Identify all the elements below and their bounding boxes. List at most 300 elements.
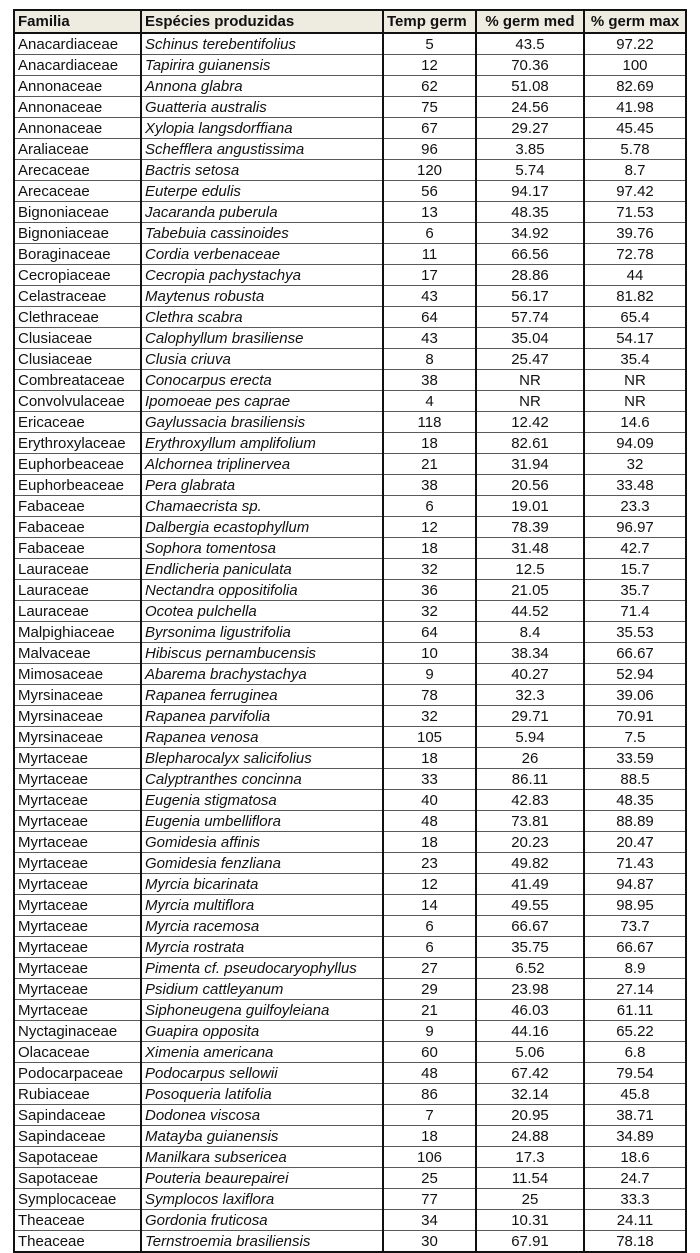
temp-germ-cell: 11: [383, 244, 476, 265]
germ-max-cell: 97.42: [584, 181, 686, 202]
germ-med-cell: 49.55: [476, 895, 584, 916]
germ-max-cell: 44: [584, 265, 686, 286]
germ-max-cell: 42.7: [584, 538, 686, 559]
germ-med-cell: 82.61: [476, 433, 584, 454]
germ-max-cell: 8.7: [584, 160, 686, 181]
germ-med-cell: 35.04: [476, 328, 584, 349]
germ-max-cell: 6.8: [584, 1042, 686, 1063]
species-cell: Guapira opposita: [141, 1021, 383, 1042]
family-cell: Myrtaceae: [14, 853, 141, 874]
table-row: [14, 139, 686, 160]
germ-max-cell: 24.7: [584, 1168, 686, 1189]
table-row: [14, 727, 686, 748]
table-row: [14, 685, 686, 706]
family-cell: Myrsinaceae: [14, 706, 141, 727]
temp-germ-cell: 6: [383, 223, 476, 244]
germ-max-cell: 34.89: [584, 1126, 686, 1147]
table-row: [14, 559, 686, 580]
family-cell: Lauraceae: [14, 601, 141, 622]
table-row: [14, 811, 686, 832]
germ-max-cell: 32: [584, 454, 686, 475]
family-cell: Mimosaceae: [14, 664, 141, 685]
species-cell: Guatteria australis: [141, 97, 383, 118]
species-cell: Erythroxyllum amplifolium: [141, 433, 383, 454]
germ-med-cell: 5.74: [476, 160, 584, 181]
table-row: [14, 706, 686, 727]
family-cell: Annonaceae: [14, 97, 141, 118]
germ-max-cell: 73.7: [584, 916, 686, 937]
temp-germ-cell: 8: [383, 349, 476, 370]
temp-germ-cell: 38: [383, 370, 476, 391]
germ-max-cell: 33.59: [584, 748, 686, 769]
germ-max-cell: 66.67: [584, 643, 686, 664]
germ-med-cell: 21.05: [476, 580, 584, 601]
germ-med-cell: 41.49: [476, 874, 584, 895]
species-cell: Blepharocalyx salicifolius: [141, 748, 383, 769]
table-row: [14, 601, 686, 622]
table-row: [14, 664, 686, 685]
species-cell: Conocarpus erecta: [141, 370, 383, 391]
species-cell: Tabebuia cassinoides: [141, 223, 383, 244]
germ-med-cell: 5.94: [476, 727, 584, 748]
species-cell: Cecropia pachystachya: [141, 265, 383, 286]
germ-med-cell: 11.54: [476, 1168, 584, 1189]
table-row: [14, 979, 686, 1000]
temp-germ-cell: 32: [383, 706, 476, 727]
species-cell: Rapanea ferruginea: [141, 685, 383, 706]
temp-germ-cell: 32: [383, 559, 476, 580]
table-header: [14, 10, 686, 33]
temp-germ-cell: 67: [383, 118, 476, 139]
species-cell: Calyptranthes concinna: [141, 769, 383, 790]
germ-med-cell: 8.4: [476, 622, 584, 643]
table-row: [14, 118, 686, 139]
family-cell: Myrtaceae: [14, 916, 141, 937]
table-row: [14, 412, 686, 433]
species-cell: Siphoneugena guilfoyleiana: [141, 1000, 383, 1021]
table-row: [14, 496, 686, 517]
col-header-germ-med: % germ med: [476, 10, 584, 33]
family-cell: Myrtaceae: [14, 1000, 141, 1021]
species-cell: Ipomoeae pes caprae: [141, 391, 383, 412]
col-header-temp-germ: Temp germ: [383, 10, 476, 33]
species-cell: Dalbergia ecastophyllum: [141, 517, 383, 538]
table-row: [14, 622, 686, 643]
table-row: [14, 307, 686, 328]
germ-max-cell: 72.78: [584, 244, 686, 265]
species-cell: Pera glabrata: [141, 475, 383, 496]
family-cell: Myrtaceae: [14, 748, 141, 769]
family-cell: Fabaceae: [14, 517, 141, 538]
temp-germ-cell: 105: [383, 727, 476, 748]
temp-germ-cell: 27: [383, 958, 476, 979]
germ-max-cell: 5.78: [584, 139, 686, 160]
germ-med-cell: 42.83: [476, 790, 584, 811]
germ-med-cell: 48.35: [476, 202, 584, 223]
table-row: [14, 433, 686, 454]
family-cell: Malvaceae: [14, 643, 141, 664]
family-cell: Sapindaceae: [14, 1105, 141, 1126]
species-cell: Psidium cattleyanum: [141, 979, 383, 1000]
table-row: [14, 328, 686, 349]
temp-germ-cell: 64: [383, 307, 476, 328]
germ-med-cell: 3.85: [476, 139, 584, 160]
species-cell: Rapanea venosa: [141, 727, 383, 748]
table-row: [14, 181, 686, 202]
family-cell: Fabaceae: [14, 538, 141, 559]
species-cell: Xylopia langsdorffiana: [141, 118, 383, 139]
header-row: [14, 10, 686, 33]
species-cell: Podocarpus sellowii: [141, 1063, 383, 1084]
germ-med-cell: 24.56: [476, 97, 584, 118]
species-cell: Cordia verbenaceae: [141, 244, 383, 265]
temp-germ-cell: 32: [383, 601, 476, 622]
species-cell: Myrcia racemosa: [141, 916, 383, 937]
germ-max-cell: 35.53: [584, 622, 686, 643]
species-cell: Schinus terebentifolius: [141, 33, 383, 55]
germ-med-cell: 29.71: [476, 706, 584, 727]
family-cell: Theaceae: [14, 1231, 141, 1253]
col-header-germ-max: % germ max: [584, 10, 686, 33]
species-cell: Myrcia bicarinata: [141, 874, 383, 895]
table-row: [14, 1084, 686, 1105]
table-row: [14, 475, 686, 496]
germ-med-cell: 35.75: [476, 937, 584, 958]
table-row: [14, 55, 686, 76]
temp-germ-cell: 23: [383, 853, 476, 874]
germ-max-cell: 15.7: [584, 559, 686, 580]
family-cell: Bignoniaceae: [14, 202, 141, 223]
species-cell: Annona glabra: [141, 76, 383, 97]
species-cell: Gomidesia fenzliana: [141, 853, 383, 874]
germ-max-cell: 65.4: [584, 307, 686, 328]
table-row: [14, 33, 686, 55]
germ-max-cell: 54.17: [584, 328, 686, 349]
germ-max-cell: 45.45: [584, 118, 686, 139]
germ-med-cell: 5.06: [476, 1042, 584, 1063]
species-cell: Pouteria beaurepairei: [141, 1168, 383, 1189]
germ-max-cell: 41.98: [584, 97, 686, 118]
germ-max-cell: 66.67: [584, 937, 686, 958]
germ-med-cell: 10.31: [476, 1210, 584, 1231]
family-cell: Theaceae: [14, 1210, 141, 1231]
temp-germ-cell: 62: [383, 76, 476, 97]
family-cell: Malpighiaceae: [14, 622, 141, 643]
germ-max-cell: 96.97: [584, 517, 686, 538]
temp-germ-cell: 43: [383, 286, 476, 307]
germ-med-cell: 67.91: [476, 1231, 584, 1253]
germ-max-cell: NR: [584, 391, 686, 412]
table-row: [14, 832, 686, 853]
family-cell: Araliaceae: [14, 139, 141, 160]
germ-med-cell: 17.3: [476, 1147, 584, 1168]
temp-germ-cell: 18: [383, 538, 476, 559]
germ-max-cell: 94.09: [584, 433, 686, 454]
table-row: [14, 97, 686, 118]
family-cell: Anacardiaceae: [14, 55, 141, 76]
germ-max-cell: 88.5: [584, 769, 686, 790]
germ-med-cell: 44.52: [476, 601, 584, 622]
germ-med-cell: 12.42: [476, 412, 584, 433]
family-cell: Myrtaceae: [14, 790, 141, 811]
table-row: [14, 1042, 686, 1063]
germ-med-cell: 32.14: [476, 1084, 584, 1105]
species-cell: Symplocos laxiflora: [141, 1189, 383, 1210]
species-cell: Tapirira guianensis: [141, 55, 383, 76]
temp-germ-cell: 34: [383, 1210, 476, 1231]
germination-table: [13, 9, 687, 1253]
temp-germ-cell: 64: [383, 622, 476, 643]
temp-germ-cell: 18: [383, 1126, 476, 1147]
germ-med-cell: 24.88: [476, 1126, 584, 1147]
temp-germ-cell: 17: [383, 265, 476, 286]
temp-germ-cell: 12: [383, 874, 476, 895]
temp-germ-cell: 77: [383, 1189, 476, 1210]
germ-med-cell: 32.3: [476, 685, 584, 706]
temp-germ-cell: 6: [383, 916, 476, 937]
col-header-especies-produzidas: Espécies produzidas: [141, 10, 383, 33]
germ-max-cell: 39.06: [584, 685, 686, 706]
table-row: [14, 517, 686, 538]
table-row: [14, 160, 686, 181]
table-row: [14, 790, 686, 811]
family-cell: Celastraceae: [14, 286, 141, 307]
temp-germ-cell: 106: [383, 1147, 476, 1168]
family-cell: Cecropiaceae: [14, 265, 141, 286]
temp-germ-cell: 7: [383, 1105, 476, 1126]
family-cell: Convolvulaceae: [14, 391, 141, 412]
germ-max-cell: 33.3: [584, 1189, 686, 1210]
species-cell: Posoqueria latifolia: [141, 1084, 383, 1105]
germ-med-cell: 25: [476, 1189, 584, 1210]
temp-germ-cell: 40: [383, 790, 476, 811]
temp-germ-cell: 78: [383, 685, 476, 706]
family-cell: Bignoniaceae: [14, 223, 141, 244]
germ-max-cell: 38.71: [584, 1105, 686, 1126]
table-row: [14, 1021, 686, 1042]
germ-med-cell: 57.74: [476, 307, 584, 328]
temp-germ-cell: 4: [383, 391, 476, 412]
species-cell: Myrcia rostrata: [141, 937, 383, 958]
species-cell: Clethra scabra: [141, 307, 383, 328]
temp-germ-cell: 43: [383, 328, 476, 349]
family-cell: Lauraceae: [14, 580, 141, 601]
germ-max-cell: 70.91: [584, 706, 686, 727]
temp-germ-cell: 38: [383, 475, 476, 496]
germ-max-cell: 71.4: [584, 601, 686, 622]
germ-med-cell: 86.11: [476, 769, 584, 790]
table-row: [14, 265, 686, 286]
table-row: [14, 958, 686, 979]
family-cell: Podocarpaceae: [14, 1063, 141, 1084]
germ-max-cell: 27.14: [584, 979, 686, 1000]
germ-med-cell: 31.94: [476, 454, 584, 475]
germ-max-cell: 71.43: [584, 853, 686, 874]
species-cell: Abarema brachystachya: [141, 664, 383, 685]
temp-germ-cell: 60: [383, 1042, 476, 1063]
temp-germ-cell: 12: [383, 55, 476, 76]
temp-germ-cell: 18: [383, 832, 476, 853]
family-cell: Myrtaceae: [14, 811, 141, 832]
species-cell: Calophyllum brasiliense: [141, 328, 383, 349]
germ-max-cell: 48.35: [584, 790, 686, 811]
germ-max-cell: 35.7: [584, 580, 686, 601]
family-cell: Myrtaceae: [14, 832, 141, 853]
family-cell: Arecaceae: [14, 160, 141, 181]
germ-med-cell: 66.56: [476, 244, 584, 265]
germ-max-cell: 88.89: [584, 811, 686, 832]
germ-med-cell: 19.01: [476, 496, 584, 517]
family-cell: Euphorbeaceae: [14, 454, 141, 475]
germ-max-cell: 79.54: [584, 1063, 686, 1084]
temp-germ-cell: 118: [383, 412, 476, 433]
temp-germ-cell: 6: [383, 937, 476, 958]
germ-med-cell: 29.27: [476, 118, 584, 139]
germ-med-cell: 38.34: [476, 643, 584, 664]
germ-med-cell: 49.82: [476, 853, 584, 874]
germ-max-cell: 18.6: [584, 1147, 686, 1168]
family-cell: Myrtaceae: [14, 769, 141, 790]
species-cell: Gaylussacia brasiliensis: [141, 412, 383, 433]
temp-germ-cell: 10: [383, 643, 476, 664]
germ-max-cell: 61.11: [584, 1000, 686, 1021]
temp-germ-cell: 9: [383, 1021, 476, 1042]
family-cell: Clusiaceae: [14, 328, 141, 349]
germ-med-cell: 31.48: [476, 538, 584, 559]
species-cell: Gomidesia affinis: [141, 832, 383, 853]
germ-med-cell: 94.17: [476, 181, 584, 202]
table-row: [14, 874, 686, 895]
family-cell: Euphorbeaceae: [14, 475, 141, 496]
temp-germ-cell: 56: [383, 181, 476, 202]
germ-med-cell: 67.42: [476, 1063, 584, 1084]
family-cell: Rubiaceae: [14, 1084, 141, 1105]
species-cell: Manilkara subsericea: [141, 1147, 383, 1168]
col-header-familia: Familia: [14, 10, 141, 33]
temp-germ-cell: 25: [383, 1168, 476, 1189]
germ-med-cell: 73.81: [476, 811, 584, 832]
family-cell: Symplocaceae: [14, 1189, 141, 1210]
species-cell: Nectandra oppositifolia: [141, 580, 383, 601]
table-row: [14, 895, 686, 916]
family-cell: Myrtaceae: [14, 874, 141, 895]
table-row: [14, 1189, 686, 1210]
family-cell: Clusiaceae: [14, 349, 141, 370]
germ-med-cell: 70.36: [476, 55, 584, 76]
germ-med-cell: 20.56: [476, 475, 584, 496]
species-cell: Eugenia stigmatosa: [141, 790, 383, 811]
table-row: [14, 916, 686, 937]
family-cell: Sapotaceae: [14, 1168, 141, 1189]
germ-med-cell: NR: [476, 391, 584, 412]
family-cell: Myrtaceae: [14, 937, 141, 958]
germ-max-cell: 71.53: [584, 202, 686, 223]
temp-germ-cell: 48: [383, 811, 476, 832]
table-row: [14, 349, 686, 370]
table-row: [14, 1231, 686, 1253]
germ-max-cell: 20.47: [584, 832, 686, 853]
family-cell: Arecaceae: [14, 181, 141, 202]
table-row: [14, 454, 686, 475]
family-cell: Annonaceae: [14, 76, 141, 97]
germ-max-cell: 33.48: [584, 475, 686, 496]
temp-germ-cell: 18: [383, 748, 476, 769]
temp-germ-cell: 33: [383, 769, 476, 790]
temp-germ-cell: 21: [383, 1000, 476, 1021]
temp-germ-cell: 14: [383, 895, 476, 916]
temp-germ-cell: 18: [383, 433, 476, 454]
table-row: [14, 1126, 686, 1147]
species-cell: Rapanea parvifolia: [141, 706, 383, 727]
species-cell: Hibiscus pernambucensis: [141, 643, 383, 664]
table-row: [14, 853, 686, 874]
germ-med-cell: 56.17: [476, 286, 584, 307]
table-row: [14, 1147, 686, 1168]
species-cell: Myrcia multiflora: [141, 895, 383, 916]
species-cell: Pimenta cf. pseudocaryophyllus: [141, 958, 383, 979]
species-cell: Schefflera angustissima: [141, 139, 383, 160]
species-cell: Chamaecrista sp.: [141, 496, 383, 517]
species-cell: Alchornea triplinervea: [141, 454, 383, 475]
family-cell: Myrtaceae: [14, 979, 141, 1000]
table-row: [14, 1168, 686, 1189]
species-cell: Matayba guianensis: [141, 1126, 383, 1147]
table-row: [14, 1063, 686, 1084]
germ-max-cell: 98.95: [584, 895, 686, 916]
species-cell: Maytenus robusta: [141, 286, 383, 307]
species-cell: Eugenia umbelliflora: [141, 811, 383, 832]
germ-med-cell: 44.16: [476, 1021, 584, 1042]
germ-max-cell: 35.4: [584, 349, 686, 370]
germ-max-cell: 24.11: [584, 1210, 686, 1231]
germ-med-cell: 78.39: [476, 517, 584, 538]
germ-med-cell: 23.98: [476, 979, 584, 1000]
temp-germ-cell: 96: [383, 139, 476, 160]
species-cell: Endlicheria paniculata: [141, 559, 383, 580]
species-cell: Clusia criuva: [141, 349, 383, 370]
table-row: [14, 538, 686, 559]
table-row: [14, 748, 686, 769]
germ-max-cell: 45.8: [584, 1084, 686, 1105]
germ-max-cell: 82.69: [584, 76, 686, 97]
species-cell: Euterpe edulis: [141, 181, 383, 202]
germ-max-cell: 81.82: [584, 286, 686, 307]
species-cell: Jacaranda puberula: [141, 202, 383, 223]
table-row: [14, 76, 686, 97]
family-cell: Myrtaceae: [14, 895, 141, 916]
temp-germ-cell: 120: [383, 160, 476, 181]
germ-med-cell: 43.5: [476, 33, 584, 55]
species-cell: Sophora tomentosa: [141, 538, 383, 559]
species-cell: Gordonia fruticosa: [141, 1210, 383, 1231]
family-cell: Fabaceae: [14, 496, 141, 517]
germ-max-cell: 100: [584, 55, 686, 76]
germ-max-cell: 14.6: [584, 412, 686, 433]
germ-med-cell: 66.67: [476, 916, 584, 937]
germ-max-cell: NR: [584, 370, 686, 391]
germ-max-cell: 97.22: [584, 33, 686, 55]
table-row: [14, 370, 686, 391]
family-cell: Anacardiaceae: [14, 33, 141, 55]
germ-med-cell: 6.52: [476, 958, 584, 979]
table-row: [14, 643, 686, 664]
family-cell: Annonaceae: [14, 118, 141, 139]
germ-med-cell: 26: [476, 748, 584, 769]
table-row: [14, 769, 686, 790]
temp-germ-cell: 12: [383, 517, 476, 538]
table-row: [14, 1000, 686, 1021]
germ-max-cell: 23.3: [584, 496, 686, 517]
